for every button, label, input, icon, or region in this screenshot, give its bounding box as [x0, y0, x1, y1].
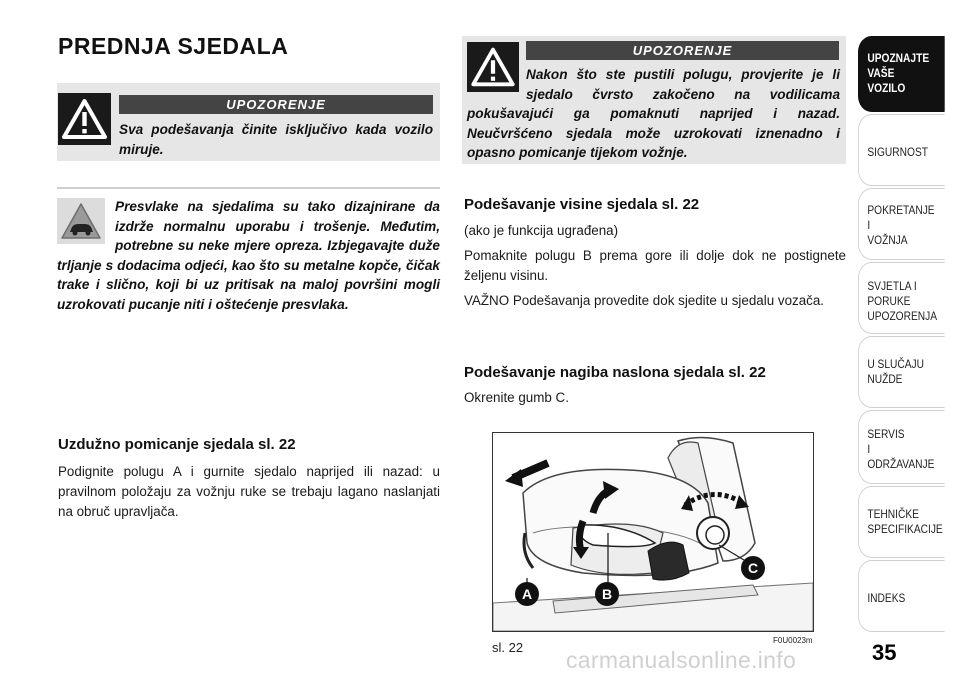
sidebar-item-pokretanje[interactable] [858, 188, 945, 260]
label-c-badge: C [741, 556, 765, 580]
tilt-heading: Podešavanje nagiba naslona sjedala sl. 22 [464, 364, 766, 381]
sidebar-item-servis[interactable] [858, 410, 945, 484]
warning-box-left [57, 83, 440, 161]
sidebar-item-label: SVJETLA I PORUKE UPOZORENJA [867, 279, 938, 323]
sidebar-item-specifikacije[interactable] [858, 486, 945, 558]
label-a-badge: A [515, 582, 539, 606]
tilt-text: Okrenite gumb C. [464, 390, 569, 405]
sidebar-item-label: INDEKS [867, 591, 906, 605]
sidebar-item-label: SERVIS I ODRŽAVANJE [867, 427, 935, 471]
sidebar-item-indeks[interactable] [858, 560, 945, 632]
warning-text: Sva podešavanja činite isključivo kada vozilo miruje. [119, 122, 433, 157]
car-note-body: Presvlake na sjedalima su tako dizajnirane da izdrže normalnu uporabu i trošenje. Međutim, potrebne su neke mjere opreza. Izbjegavajte duže trljanje s dodacima odjeći, kao što su metalne kopče, čičak trake i slično, koji bi uz pritisak na maloj površini mogli uzrokovati pucanje niti i oštećenje presvlaka. [57, 199, 440, 312]
sidebar-item-svjetla[interactable] [858, 262, 945, 334]
warning-text [467, 65, 840, 163]
warning-label: UPOZORENJE [526, 41, 839, 60]
warning-triangle-icon [58, 93, 111, 145]
figure-caption: sl. 22 [492, 640, 524, 655]
figure-code: F0U0023m [773, 636, 813, 645]
page-title: PREDNJA SJEDALA [58, 33, 289, 59]
sidebar-item-label: TEHNIČKE SPECIFIKACIJE [867, 507, 943, 536]
sidebar-item-label: POKRETANJE I VOŽNJA [867, 203, 935, 247]
figure-seat-illustration [492, 432, 814, 632]
height-note: (ako je funkcija ugrađena) [464, 223, 619, 238]
sidebar-item-label: U SLUČAJU NUŽDE [867, 357, 925, 386]
warning-label: UPOZORENJE [119, 95, 433, 114]
sidebar-item-label: SIGURNOST [867, 145, 928, 159]
sidebar-item-sigurnost[interactable] [858, 114, 945, 186]
longitudinal-text: Podignite polugu A i gurnite sjedalo naprijed ili nazad: u pravilnom položaju za vožnju ruke se trebaju lagano naslanjati na obruč upravljača. [58, 464, 440, 519]
sidebar-item-upoznajte[interactable] [858, 36, 945, 112]
warning-box-right [462, 36, 846, 164]
warning-right-body: Nakon što ste pustili polugu, provjerite je li sjedalo čvrsto zakočeno na vodilicama pokušavajući ga pomaknuti naprijed i nazad. Neučvršćeno sjedala može uzrokovati iznenadno i opasno pomicanje tijekom vožnje. [467, 67, 840, 160]
sidebar-item-nuzde[interactable] [858, 336, 945, 408]
height-heading: Podešavanje visine sjedala sl. 22 [464, 196, 700, 213]
sidebar-item-label: UPOZNAJTE VAŠE VOZILO [867, 51, 930, 95]
label-b-badge: B [595, 582, 619, 606]
note-divider [57, 187, 440, 189]
longitudinal-heading: Uzdužno pomicanje sjedala sl. 22 [58, 436, 296, 453]
watermark: carmanualsonline.info [566, 647, 797, 673]
car-note-text [57, 197, 440, 314]
height-text: Pomaknite polugu B prema gore ili dolje dok ne postignete željenu visinu. [464, 248, 846, 283]
page-number: 35 [872, 640, 897, 665]
height-important: VAŽNO Podešavanja provedite dok sjedite u sjedalu vozača. [464, 293, 825, 308]
